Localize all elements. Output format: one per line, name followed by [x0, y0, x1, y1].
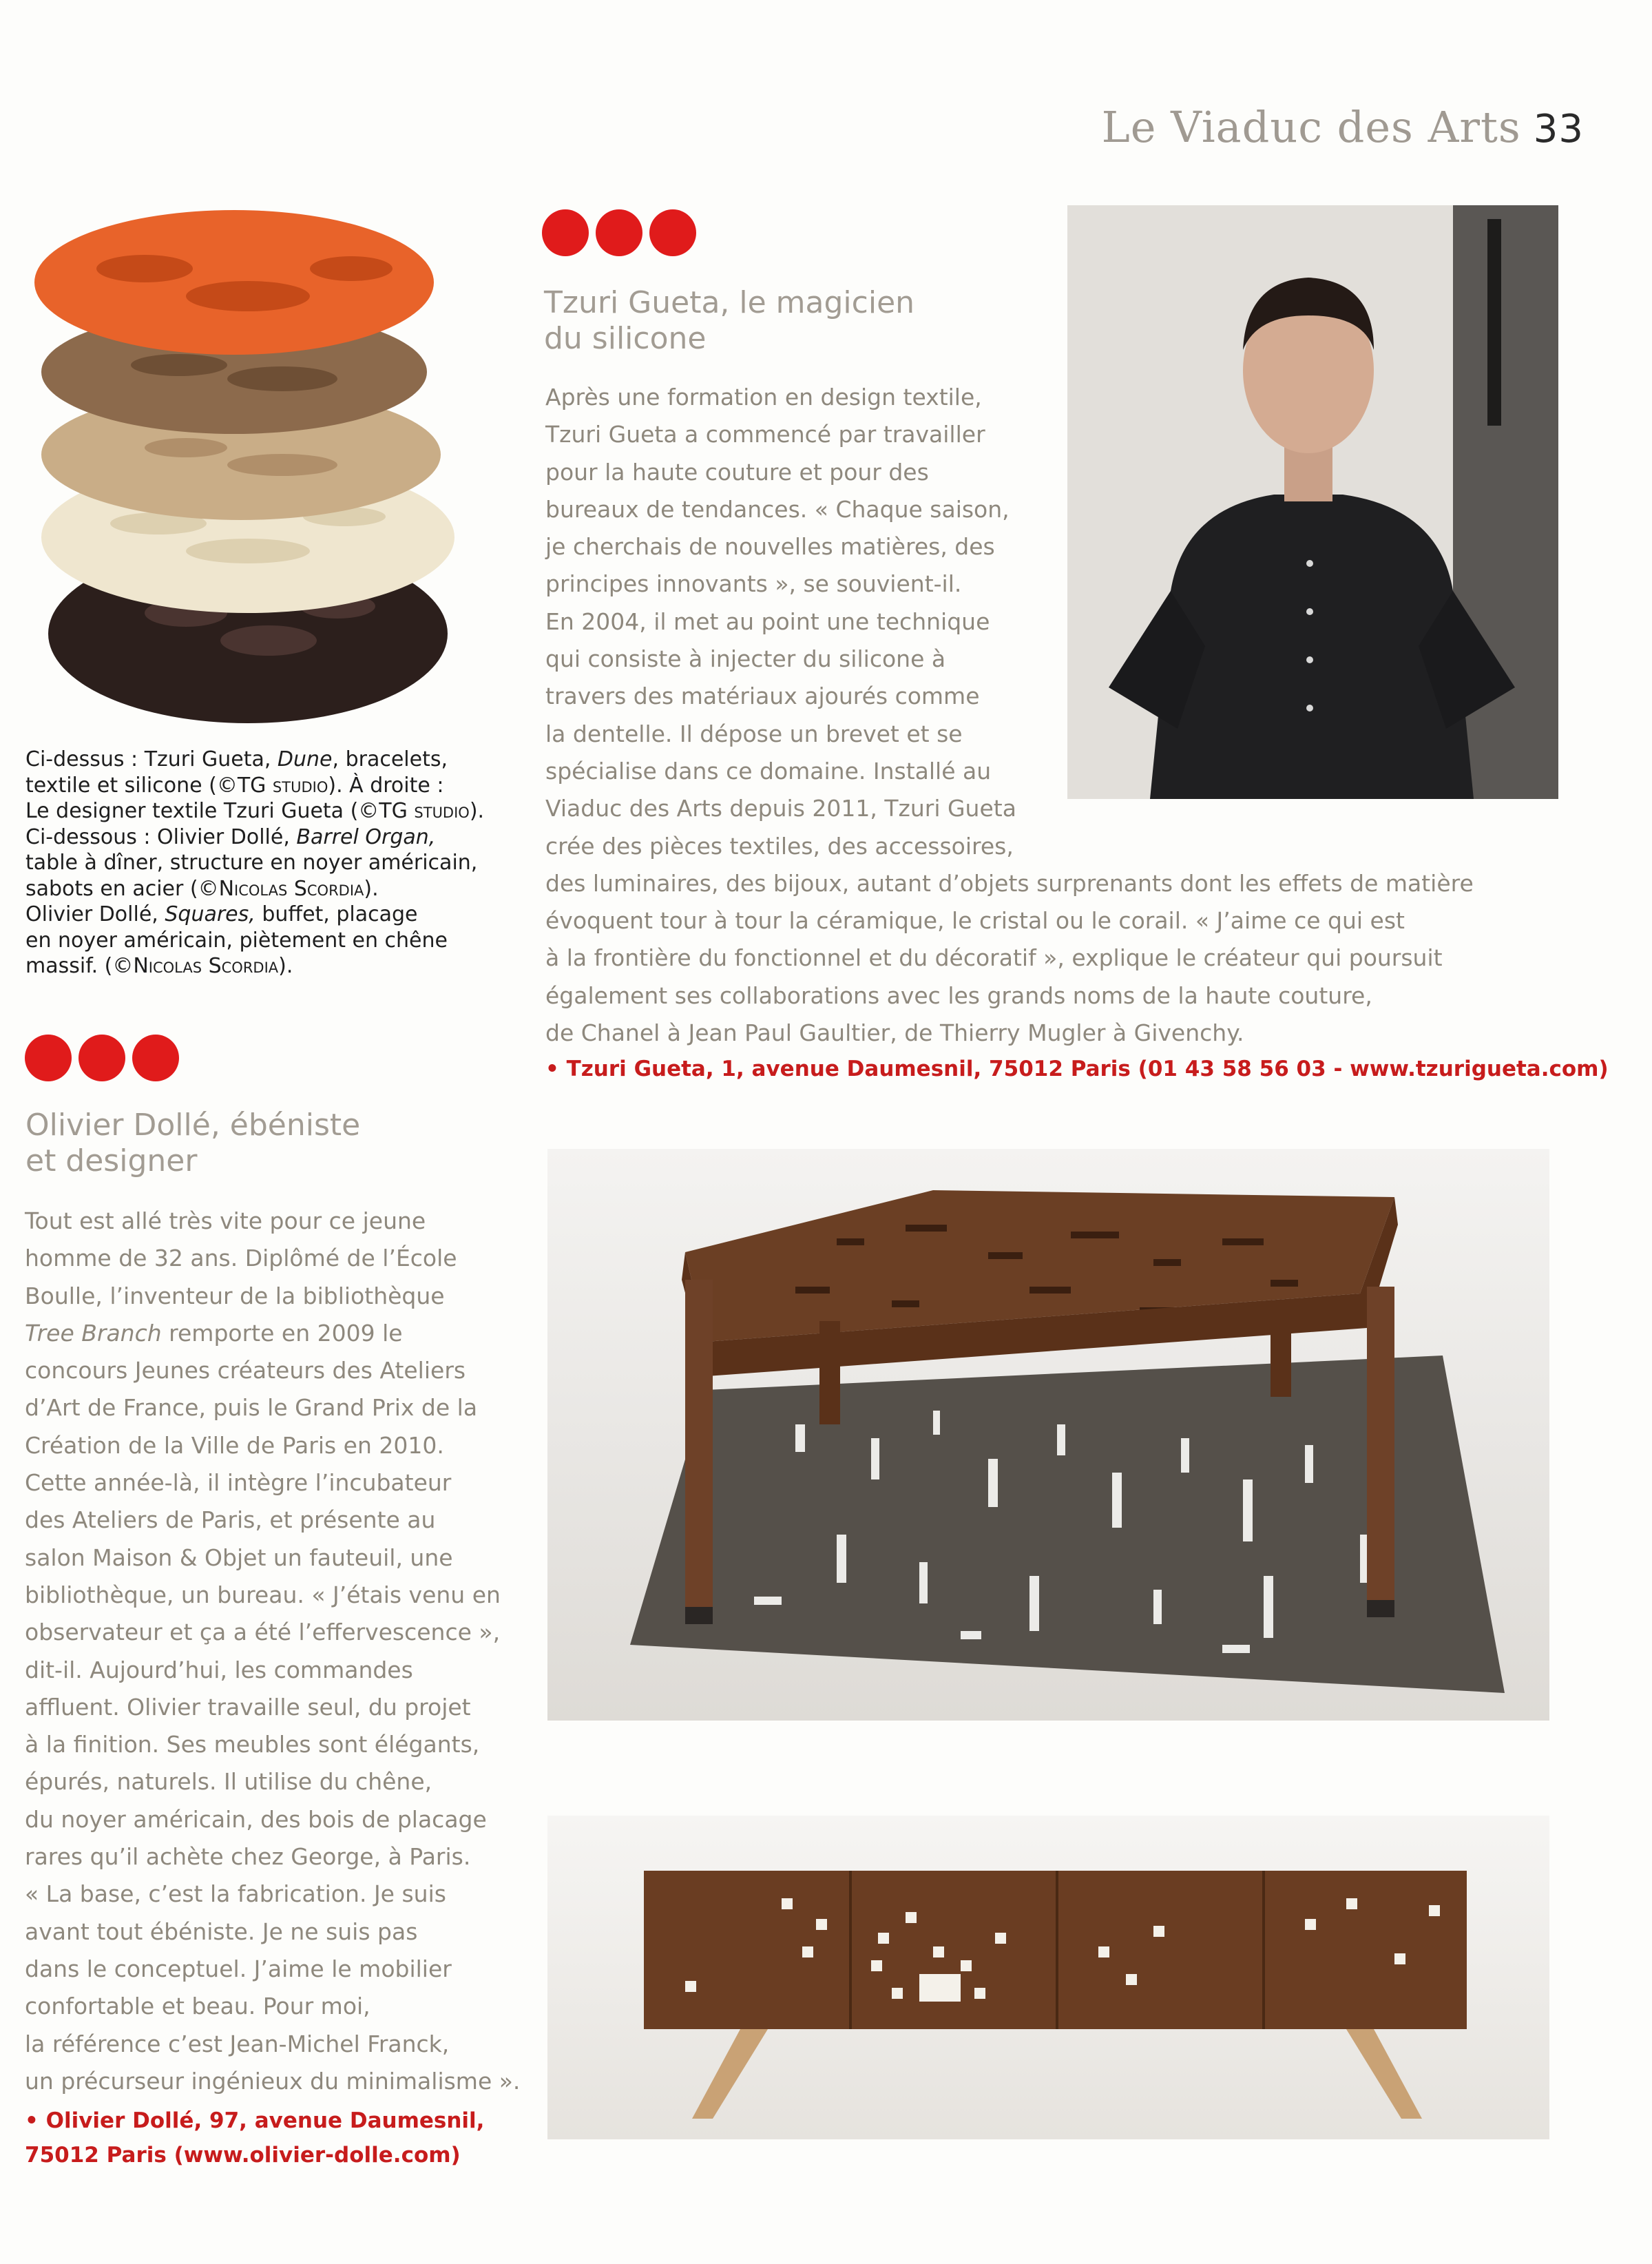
red-dot-icon	[79, 1035, 125, 1081]
body-line: bureaux de tendances. « Chaque saison,	[545, 495, 1010, 523]
caption-text: massif. (©	[25, 954, 134, 978]
body-line: Tout est allé très vite pour ce jeune	[25, 1207, 426, 1234]
caption-text: Olivier Dollé,	[25, 902, 165, 926]
body-line: également ses collaborations avec les grands noms de la haute couture,	[545, 982, 1372, 1009]
article-body-tzuri-gueta	[545, 379, 1474, 1052]
caption-credit: TG studio	[379, 799, 470, 823]
red-dot-icon	[25, 1035, 72, 1081]
body-line: « La base, c’est la fabrication. Je suis	[25, 1880, 446, 1908]
body-line: des Ateliers de Paris, et présente au	[25, 1506, 436, 1534]
body-line: avant tout ébéniste. Je ne suis pas	[25, 1918, 418, 1945]
caption-text: en noyer américain, piètement en chêne	[25, 928, 448, 953]
body-line: pour la haute couture et pour des	[545, 458, 929, 486]
caption-text: ).	[364, 876, 379, 901]
section-marker-dots	[25, 1035, 179, 1081]
body-line: spécialise dans ce domaine. Installé au	[545, 757, 992, 785]
caption-text: textile et silicone (©	[25, 773, 238, 798]
heading-line: Olivier Dollé, ébéniste	[25, 1108, 361, 1143]
address-olivier-dolle	[25, 2104, 484, 2172]
red-dot-icon	[132, 1035, 179, 1081]
body-line: je cherchais de nouvelles matières, des	[545, 533, 995, 561]
body-line: évoquent tour à tour la céramique, le cristal ou le corail. « J’aime ce qui est	[545, 907, 1405, 935]
caption-text: Ci-dessous : Olivier Dollé,	[25, 824, 297, 849]
heading-line: et designer	[25, 1143, 198, 1178]
caption-credit: Nicolas Scordia	[218, 876, 364, 901]
caption-text: table à dîner, structure en noyer américain,	[25, 851, 478, 875]
address-line: 75012 Paris (www.olivier-dolle.com)	[25, 2143, 461, 2168]
caption-title-squares: Squares,	[165, 902, 255, 926]
caption-credit: Nicolas Scordia	[133, 954, 279, 978]
body-line: salon Maison & Objet un fauteuil, une	[25, 1544, 453, 1571]
address-line: • Olivier Dollé, 97, avenue Daumesnil,	[25, 2108, 485, 2133]
magazine-section-title: Le Viaduc des Arts	[1101, 102, 1521, 152]
body-line: Boulle, l’inventeur de la bibliothèque	[25, 1282, 445, 1309]
body-line: bibliothèque, un bureau. « J’étais venu en	[25, 1581, 501, 1608]
caption-title-dune: Dune	[277, 747, 333, 771]
caption-text: , bracelets,	[332, 747, 448, 771]
body-line: travers des matériaux ajourés comme	[545, 683, 980, 710]
body-line: confortable et beau. Pour moi,	[25, 1993, 370, 2020]
body-line: Création de la Ville de Paris en 2010.	[25, 1431, 444, 1459]
body-line: Tzuri Gueta a commencé par travailler	[545, 421, 985, 448]
body-line: épurés, naturels. Il utilise du chêne,	[25, 1768, 432, 1796]
body-line: En 2004, il met au point une technique	[545, 607, 990, 635]
red-dot-icon	[596, 209, 642, 256]
caption-credit: TG studio	[237, 773, 328, 798]
body-line: Après une formation en design textile,	[545, 384, 982, 411]
heading-line: du silicone	[544, 321, 707, 356]
page-header	[1047, 102, 1584, 152]
body-line: dans le conceptuel. J’aime le mobilier	[25, 1955, 452, 1982]
buffet-photo	[547, 1816, 1549, 2139]
article-heading-tzuri-gueta	[544, 285, 914, 357]
body-line: homme de 32 ans. Diplômé de l’École	[25, 1245, 457, 1272]
caption-text: Le designer textile Tzuri Gueta (©	[25, 799, 379, 823]
table-photo	[547, 1149, 1549, 1721]
address-tzuri-gueta: • Tzuri Gueta, 1, avenue Daumesnil, 75012 Paris (01 43 58 56 03 - www.tzurigueta.com)	[545, 1057, 1609, 1081]
body-line: rares qu’il achète chez George, à Paris.	[25, 1843, 471, 1871]
red-dot-icon	[649, 209, 696, 256]
bracelets-photo	[21, 193, 516, 730]
body-line: principes innovants », se souvient-il.	[545, 570, 962, 598]
caption-title-barrel-organ: Barrel Organ,	[296, 824, 436, 849]
caption-text: ). À droite :	[328, 773, 444, 798]
body-line: observateur et ça a été l’effervescence »,	[25, 1619, 501, 1646]
heading-line: Tzuri Gueta, le magicien	[544, 285, 915, 320]
body-line: des luminaires, des bijoux, autant d’objets surprenants dont les effets de matière	[545, 869, 1474, 897]
body-line: Cette année-là, il intègre l’incubateur	[25, 1469, 452, 1497]
body-line: de Chanel à Jean Paul Gaultier, de Thierry Mugler à Givenchy.	[545, 1019, 1244, 1047]
body-line: la dentelle. Il dépose un brevet et se	[545, 720, 963, 747]
section-marker-dots	[542, 209, 696, 256]
body-line: dit-il. Aujourd’hui, les commandes	[25, 1656, 413, 1683]
caption-text: sabots en acier (©	[25, 876, 219, 901]
caption-text: Ci-dessus : Tzuri Gueta,	[25, 747, 278, 771]
body-line: la référence c’est Jean-Michel Franck,	[25, 2030, 450, 2057]
article-body-olivier-dolle	[25, 1203, 520, 2100]
body-line: à la frontière du fonctionnel et du décoratif », explique le créateur qui poursuit	[545, 944, 1443, 972]
photo-caption	[25, 747, 484, 979]
red-dot-icon	[542, 209, 589, 256]
body-line: qui consiste à injecter du silicone à	[545, 645, 946, 673]
caption-text: ).	[278, 954, 293, 978]
body-line: à la finition. Ses meubles sont élégants,	[25, 1731, 480, 1758]
body-line: Viaduc des Arts depuis 2011, Tzuri Gueta	[545, 795, 1016, 822]
body-line: concours Jeunes créateurs des Ateliers	[25, 1357, 466, 1384]
body-line: crée des pièces textiles, des accessoires,	[545, 832, 1014, 860]
body-title-tree-branch: Tree Branch	[25, 1319, 162, 1347]
body-line: d’Art de France, puis le Grand Prix de la	[25, 1394, 478, 1422]
body-line: un précurseur ingénieux du minimalisme ».	[25, 2067, 521, 2095]
body-line: du noyer américain, des bois de placage	[25, 1805, 487, 1833]
caption-text: ).	[469, 799, 485, 823]
body-line: affluent. Olivier travaille seul, du projet	[25, 1693, 471, 1721]
body-text: remporte en 2009 le	[161, 1319, 403, 1347]
page-number: 33	[1533, 107, 1584, 152]
article-heading-olivier-dolle	[25, 1108, 360, 1179]
caption-text: buffet, placage	[255, 902, 418, 926]
